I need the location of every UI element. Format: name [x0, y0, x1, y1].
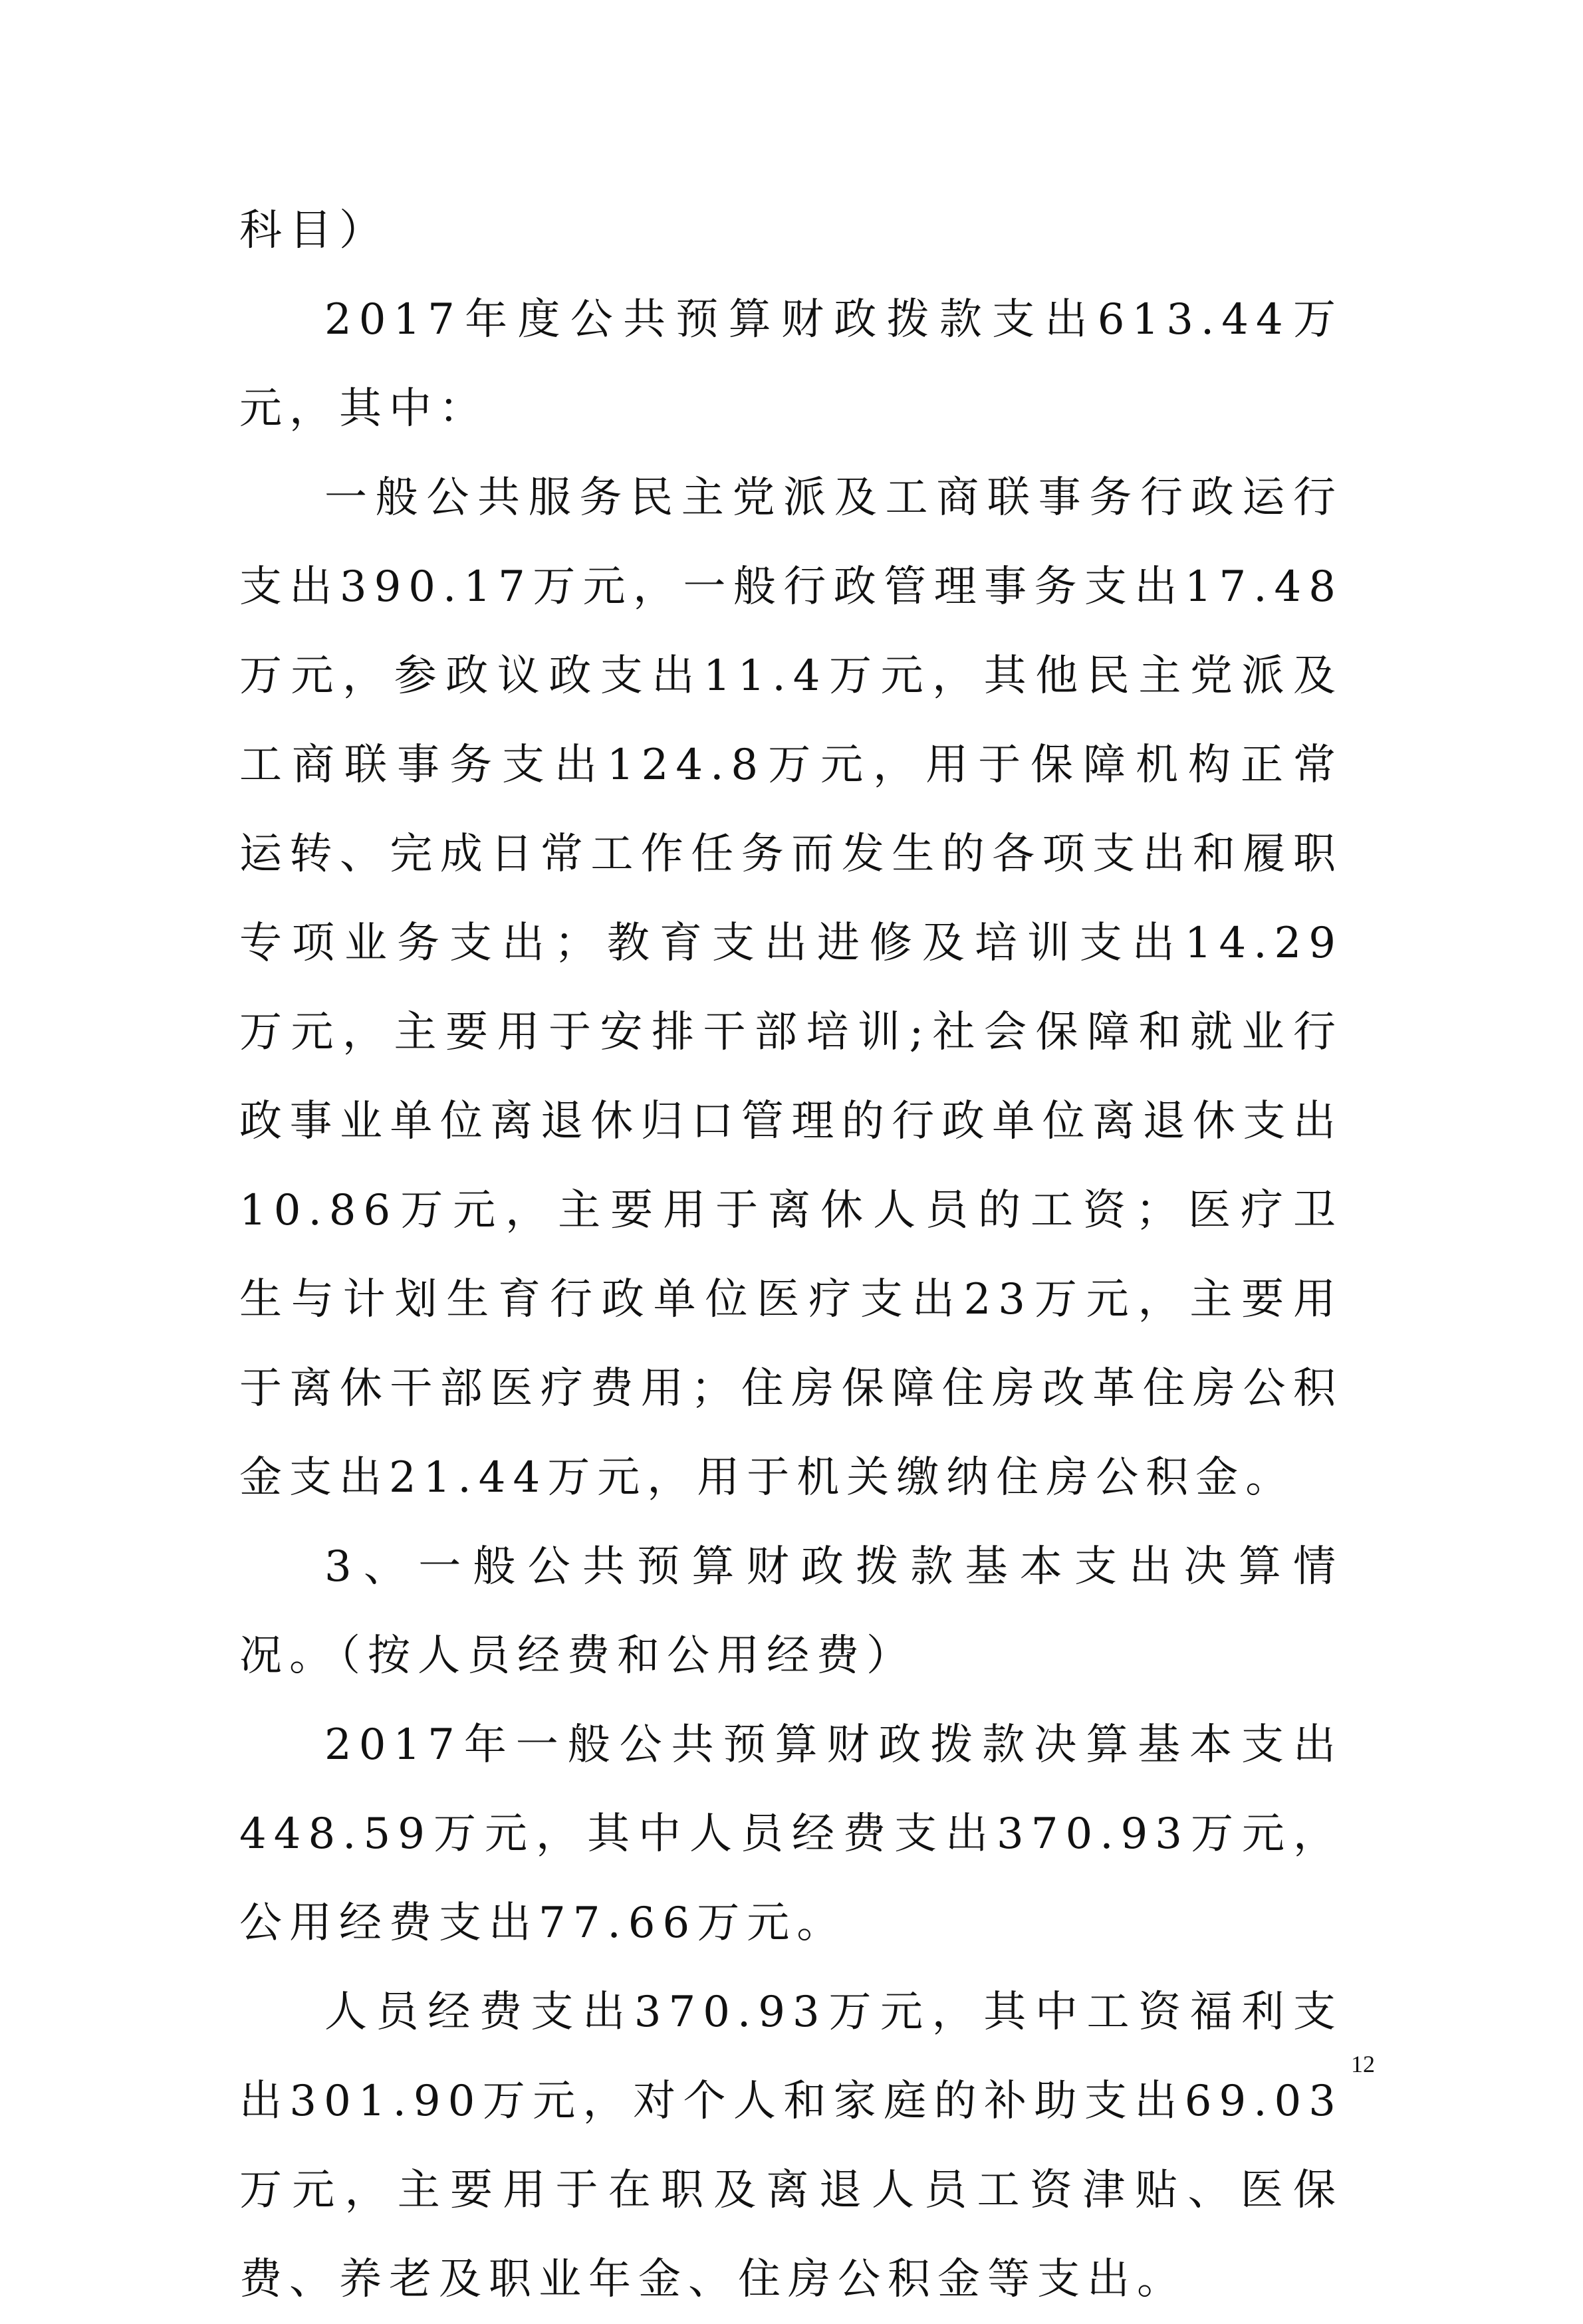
paragraph-basic-expenditure: 2017年一般公共预算财政拨款决算基本支出448.59万元，其中人员经费支出370.93万元，公用经费支出77.66万元。: [239, 1720, 1343, 1948]
paragraph-subject-note: 科目）: [239, 206, 389, 255]
paragraph-public-budget-total: 2017年度公共预算财政拨款支出613.44万元，其中：: [239, 295, 1343, 433]
page-number: 12: [1351, 2051, 1375, 2077]
paragraph-expenditure-breakdown: 一般公共服务民主党派及工商联事务行政运行支出390.17万元，一般行政管理事务支出17.48万元，参政议政支出11.4万元，其他民主党派及工商联事务支出124.8万元，用于保障机构正常运转、完成日常工作任务而发生的各项支出和履职专项业务支出；教育支出进修及培训支出14.29万元，主要用于安排干部培训;社会保障和就业行政事业单位离退休归口管理的行政单位离退休支出10.86万元，主要用于离休人员的工资；医疗卫生与计划生育行政单位医疗支出23万元，主要用于离休干部医疗费用；住房保障住房改革住房公积金支出21.44万元，用于机关缴纳住房公积金。: [239, 473, 1343, 1502]
paragraph-personnel-expenditure: 人员经费支出370.93万元，其中工资福利支出301.90万元，对个人和家庭的补助支出69.03万元，主要用于在职及离退人员工资津贴、医保费、养老及职业年金、住房公积金等支出。: [239, 1988, 1343, 2304]
body-text: [239, 186, 1343, 2324]
paragraph-section-3-heading: 3、一般公共预算财政拨款基本支出决算情况。（按人员经费和公用经费）: [239, 1542, 1343, 1681]
